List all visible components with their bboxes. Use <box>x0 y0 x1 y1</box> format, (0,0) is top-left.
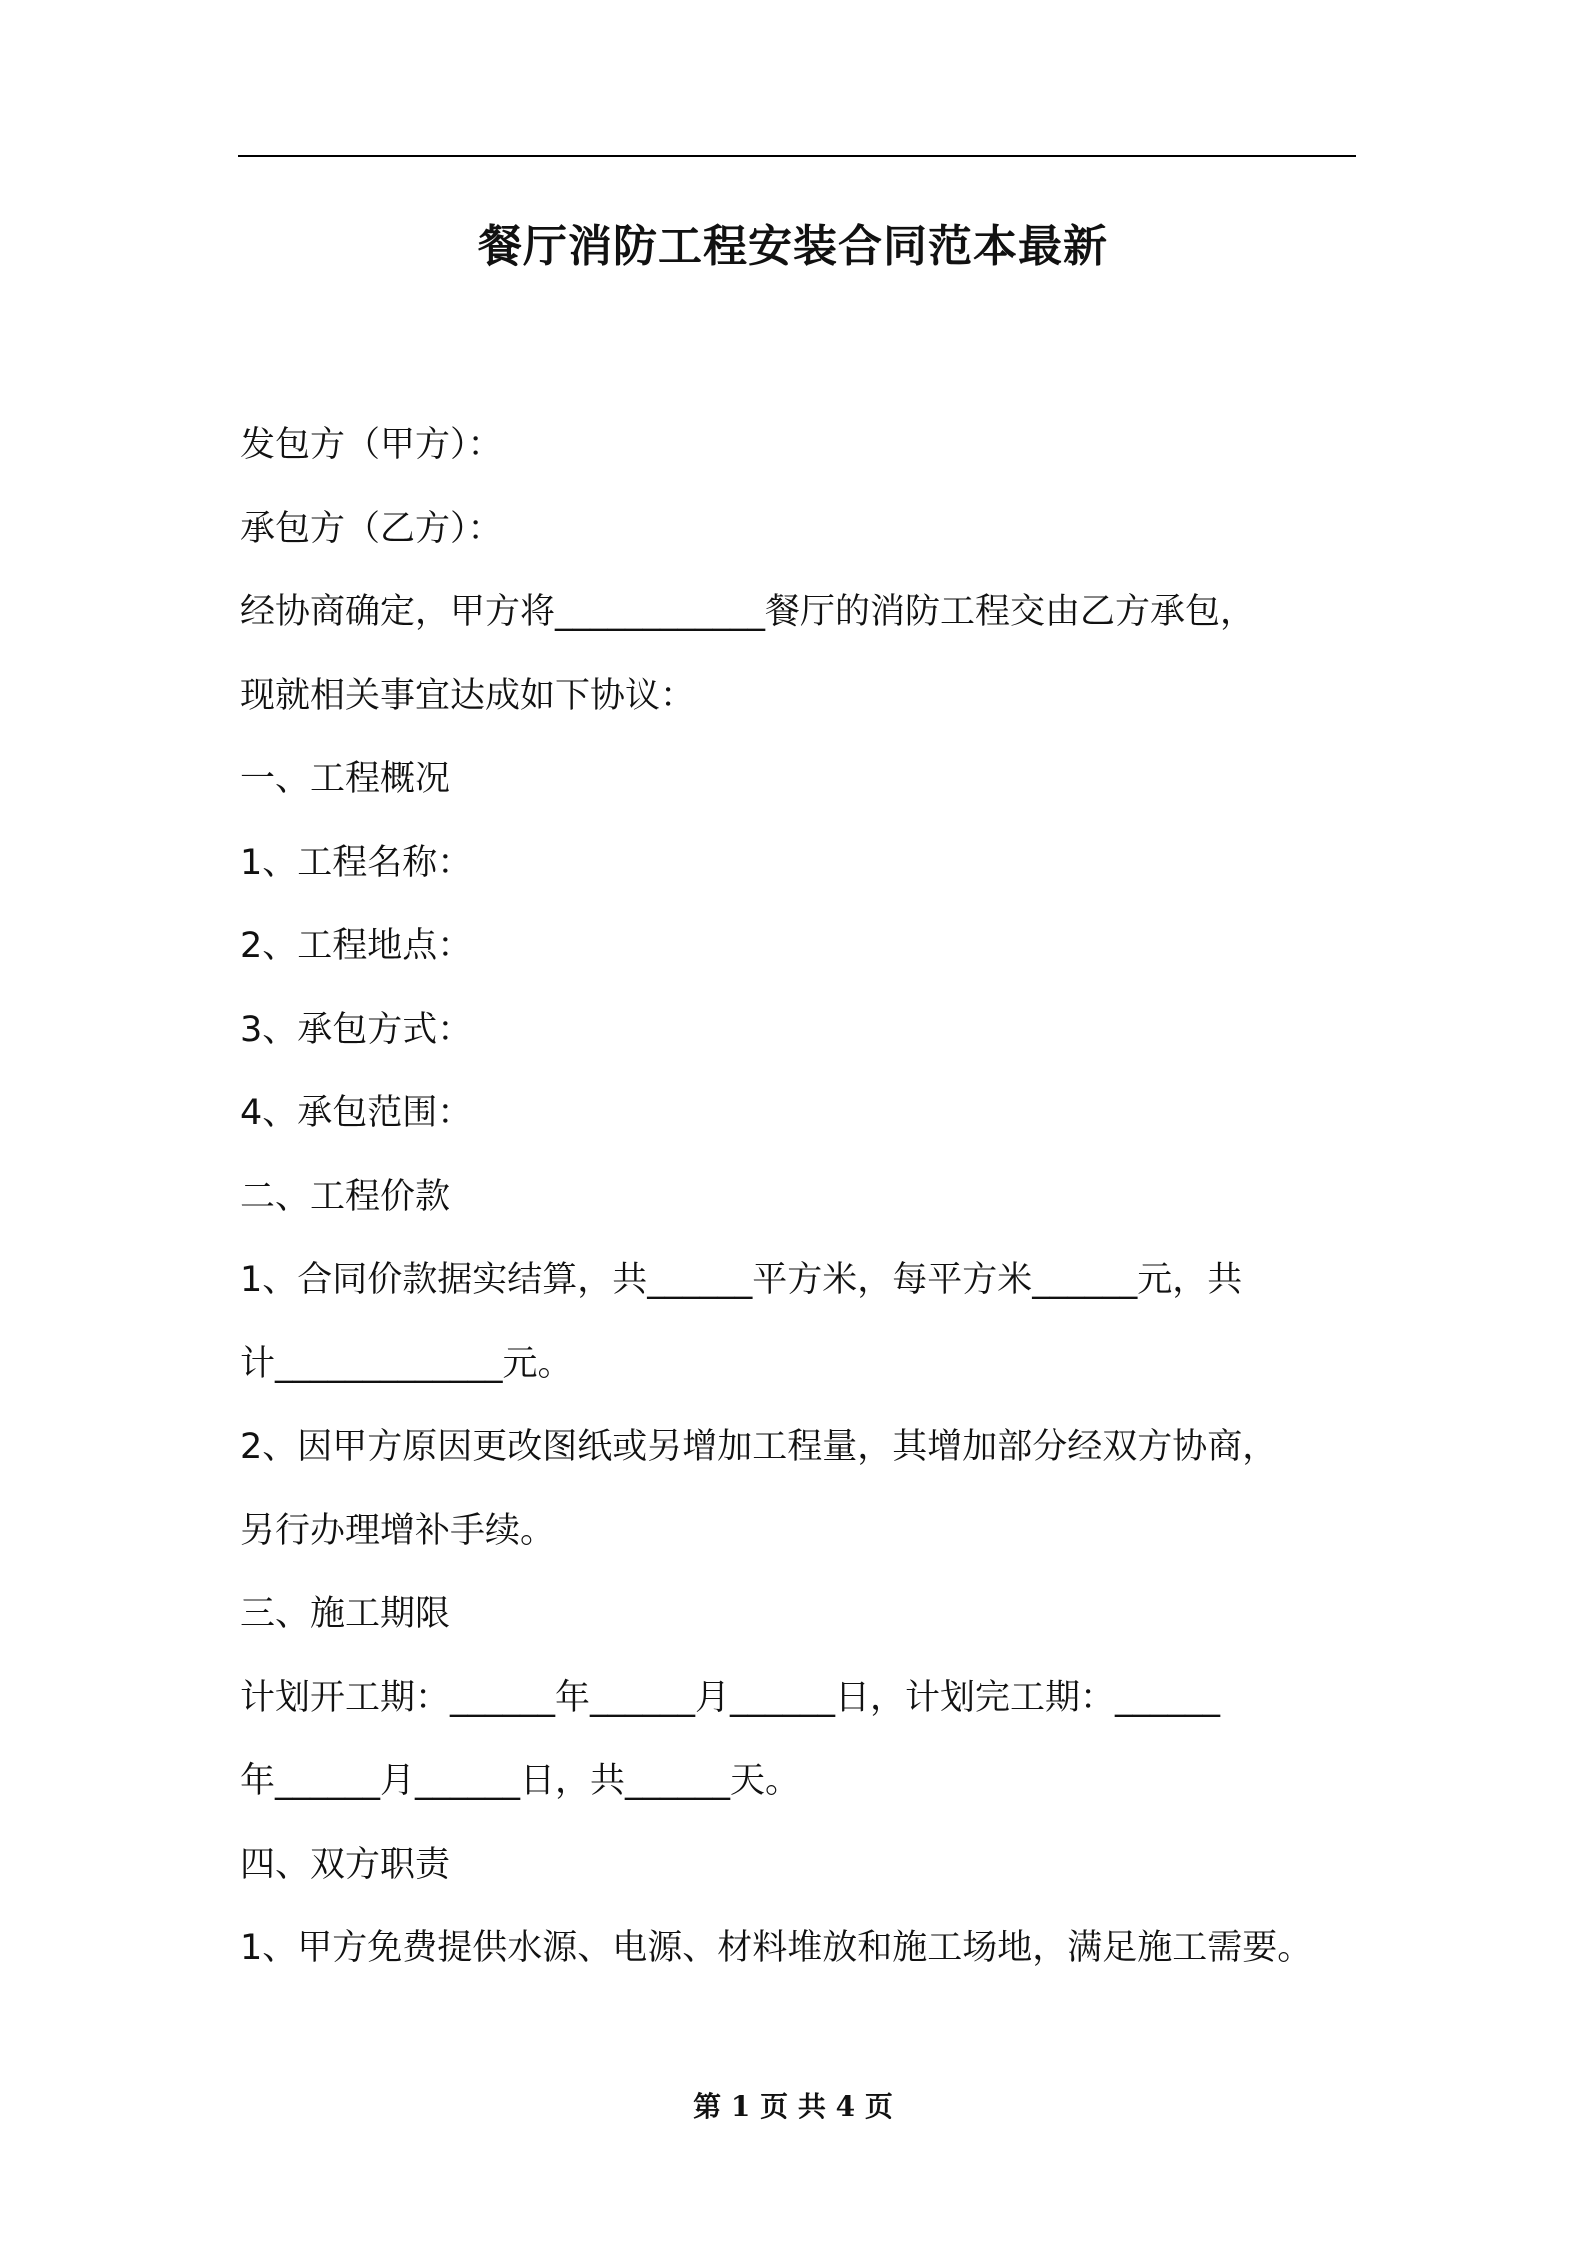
party-b-line: 承包方（乙方）： <box>240 508 503 549</box>
document-body <box>240 404 1370 1991</box>
header-rule <box>238 155 1356 157</box>
contract-scope-line: 4、承包范围： <box>240 1093 473 1133</box>
page-footer: 第 1 页 共 4 页 <box>693 2090 893 2123</box>
intro-paragraph-line-2: 现就相关事宜达成如下协议： <box>240 675 696 716</box>
project-location-line: 2、工程地点： <box>240 926 473 966</box>
section-heading-4: 四、双方职责 <box>240 1844 451 1885</box>
duty-clause-line-1: 1、甲方免费提供水源、电源、材料堆放和施工场地，满足施工需要。 <box>240 1928 1313 1968</box>
section-heading-3: 三、施工期限 <box>240 1594 451 1634</box>
section-heading-1: 一、工程概况 <box>240 759 451 799</box>
price-clause-line-1: 1、合同价款据实结算，共______平方米，每平方米______元，共 <box>240 1260 1243 1300</box>
section-heading-2: 二、工程价款 <box>240 1176 451 1217</box>
schedule-line-1: 计划开工期：______年______月______日，计划完工期：______ <box>240 1677 1221 1718</box>
intro-paragraph-line-1: 经协商确定，甲方将____________餐厅的消防工程交由乙方承包， <box>240 592 1256 632</box>
project-name-line: 1、工程名称： <box>240 842 473 883</box>
contract-method-line: 3、承包方式： <box>240 1009 473 1050</box>
document-title: 餐厅消防工程安装合同范本最新 <box>478 221 1108 272</box>
change-clause-line-2: 另行办理增补手续。 <box>240 1510 556 1551</box>
change-clause-line-1: 2、因甲方原因更改图纸或另增加工程量，其增加部分经双方协商， <box>240 1427 1278 1467</box>
price-clause-line-2: 计_____________元。 <box>240 1343 573 1384</box>
party-a-line: 发包方（甲方）： <box>240 425 503 465</box>
schedule-line-2: 年______月______日，共______天。 <box>240 1761 801 1801</box>
